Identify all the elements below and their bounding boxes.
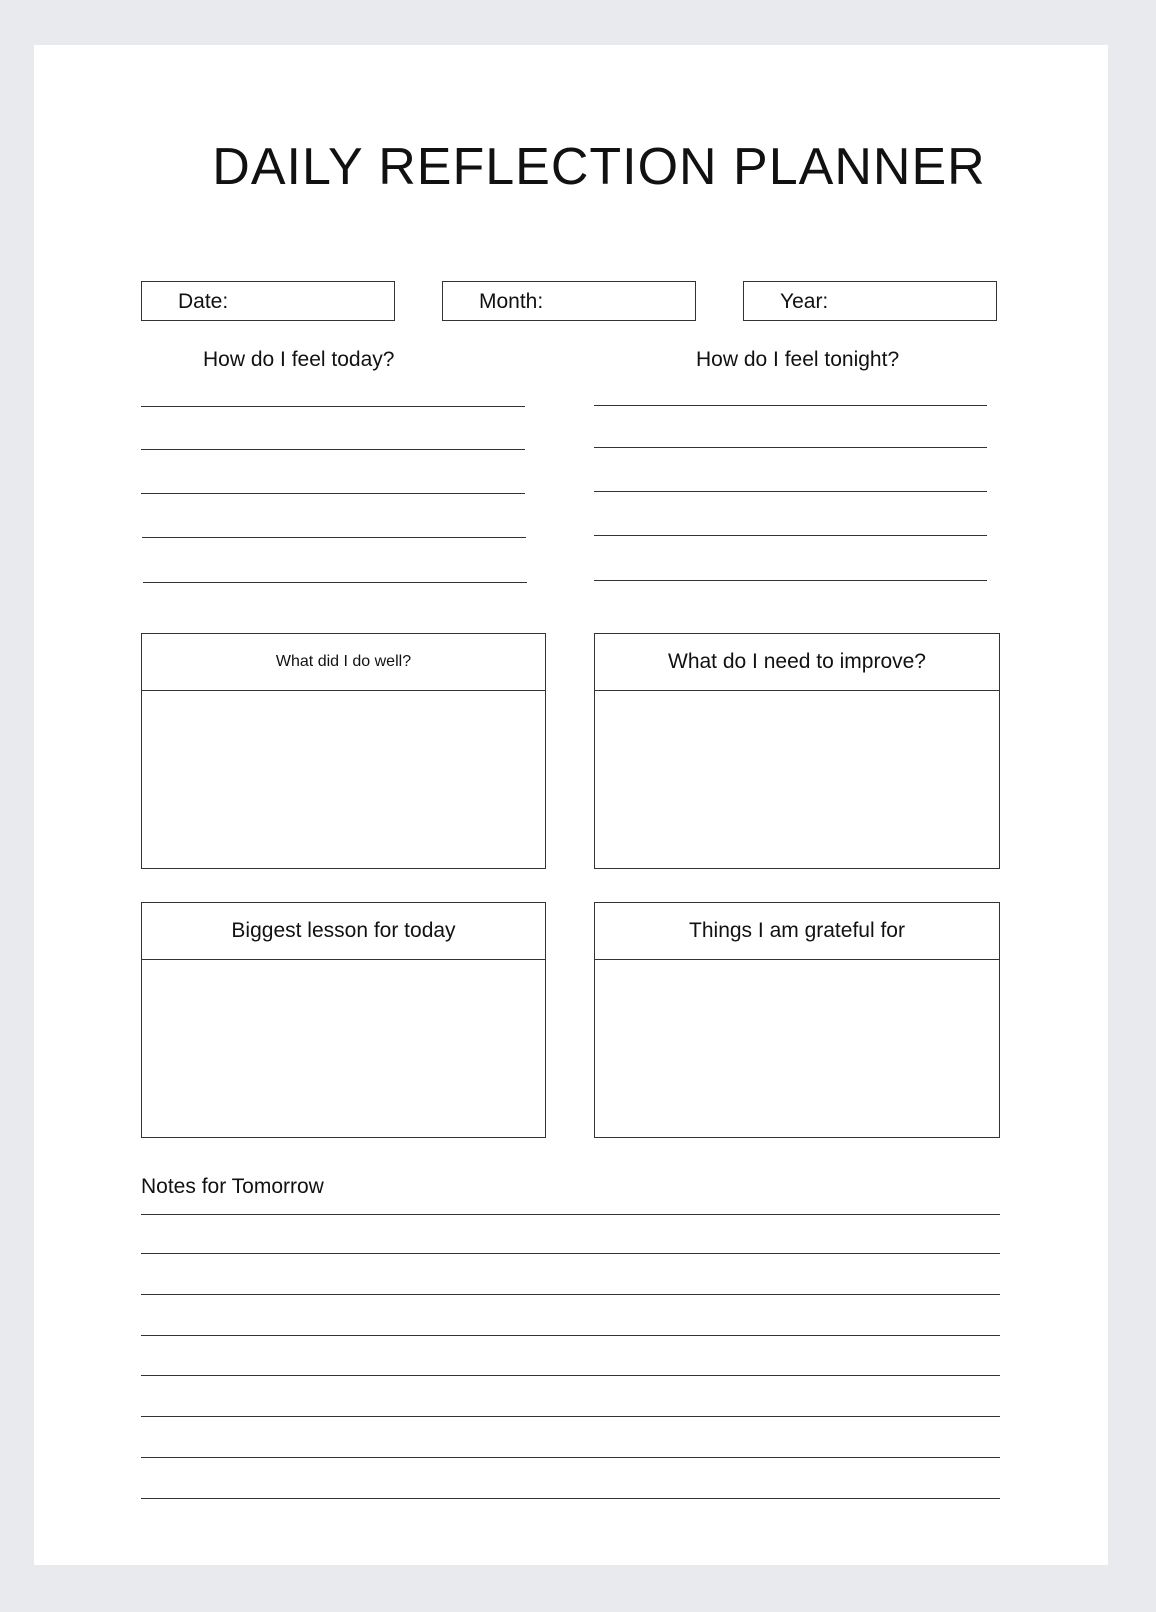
grateful-panel bbox=[594, 902, 1000, 1138]
notes-label: Notes for Tomorrow bbox=[141, 1175, 324, 1198]
feel-today-line[interactable] bbox=[141, 493, 525, 494]
feel-tonight-line[interactable] bbox=[594, 405, 987, 406]
notes-line[interactable] bbox=[141, 1457, 1000, 1458]
planner-sheet bbox=[34, 45, 1108, 1565]
feel-today-label: How do I feel today? bbox=[203, 348, 395, 371]
did-well-panel bbox=[141, 633, 546, 869]
grateful-writing-area[interactable] bbox=[595, 960, 999, 1137]
feel-tonight-line[interactable] bbox=[594, 491, 987, 492]
improve-writing-area[interactable] bbox=[595, 691, 999, 868]
year-field[interactable] bbox=[743, 281, 997, 321]
notes-line[interactable] bbox=[141, 1375, 1000, 1376]
feel-tonight-line[interactable] bbox=[594, 535, 987, 536]
grateful-heading: Things I am grateful for bbox=[595, 903, 999, 960]
feel-today-line[interactable] bbox=[142, 537, 526, 538]
did-well-heading: What did I do well? bbox=[142, 634, 545, 691]
feel-today-line[interactable] bbox=[143, 582, 527, 583]
did-well-writing-area[interactable] bbox=[142, 691, 545, 868]
notes-line[interactable] bbox=[141, 1294, 1000, 1295]
notes-line[interactable] bbox=[141, 1253, 1000, 1254]
feel-tonight-label: How do I feel tonight? bbox=[696, 348, 900, 371]
feel-today-line[interactable] bbox=[141, 406, 525, 407]
feel-tonight-line[interactable] bbox=[594, 580, 987, 581]
notes-line[interactable] bbox=[141, 1498, 1000, 1499]
improve-heading: What do I need to improve? bbox=[595, 634, 999, 691]
feel-tonight-line[interactable] bbox=[594, 447, 987, 448]
notes-line[interactable] bbox=[141, 1335, 1000, 1336]
date-label: Date: bbox=[178, 290, 229, 313]
notes-line[interactable] bbox=[141, 1214, 1000, 1215]
page-title: DAILY REFLECTION PLANNER bbox=[212, 138, 986, 196]
lesson-panel bbox=[141, 902, 546, 1138]
lesson-heading: Biggest lesson for today bbox=[142, 903, 545, 960]
notes-line[interactable] bbox=[141, 1416, 1000, 1417]
month-label: Month: bbox=[479, 290, 544, 313]
improve-panel bbox=[594, 633, 1000, 869]
date-field[interactable] bbox=[141, 281, 395, 321]
lesson-writing-area[interactable] bbox=[142, 960, 545, 1137]
month-field[interactable] bbox=[442, 281, 696, 321]
year-label: Year: bbox=[780, 290, 829, 313]
feel-today-line[interactable] bbox=[141, 449, 525, 450]
